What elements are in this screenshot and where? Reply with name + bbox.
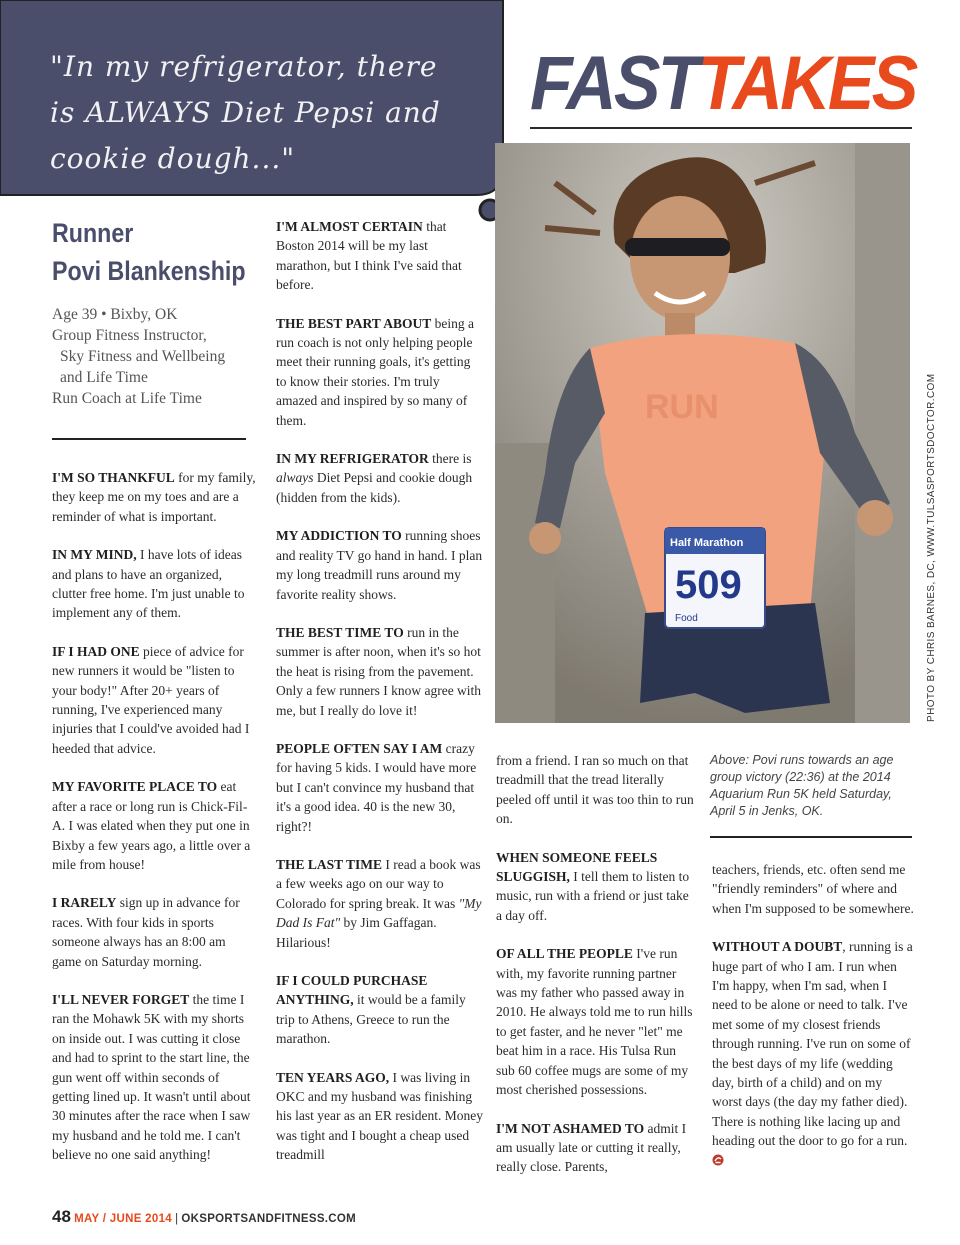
paragraph-text: admit I am usually late or cutting it really, really close. Parents, — [496, 1120, 687, 1175]
profile-rule — [52, 438, 246, 440]
paragraph-lead: I'M ALMOST CERTAIN — [276, 219, 423, 234]
paragraph-lead: OF ALL THE PEOPLE — [496, 946, 633, 962]
paragraph-lead: THE BEST TIME TO — [276, 624, 404, 640]
paragraph-text: run in the summer is after noon, when it's so hot the heat is rising from the pavement. Only a few runners I know agree with me, but I really do love it! — [276, 624, 482, 718]
photo-caption: Above: Povi runs towards an age group victory (22:36) at the 2014 Aquarium Run 5K held Saturday, April 5 in Jenks, OK. — [710, 753, 894, 818]
paragraph-text: I have lots of ideas and plans to have an organized, clutter free home. I'm just unable to implement any of them. — [52, 547, 245, 621]
paragraph — [276, 314, 484, 430]
paragraph-text: I tell them to listen to music, run with a friend or just take a day off. — [496, 869, 690, 923]
paragraph-text: running shoes and reality TV go hand in hand. I plan my long treadmill runs around my favorite reality shows. — [276, 528, 483, 602]
paragraph-text: eat after a race or long run is Chick-Fil-A. I was elated when they put one in Bixby a few years ago, a little over a mile from house! — [52, 779, 251, 872]
paragraph — [52, 777, 258, 874]
photo-credit: PHOTO BY CHRIS BARNES, DC, WWW.TULSASPORTSDOCTOR.COM — [926, 373, 937, 722]
paragraph — [276, 526, 484, 604]
paragraph-lead: IF I COULD PURCHASE ANYTHING, — [276, 973, 428, 1008]
paragraph-text: piece of advice for new runners it would be "listen to your body!" After 20+ years of running, I've experienced many injuries that I could've avoided had I heeded that advice. — [52, 643, 250, 756]
column-2 — [276, 217, 484, 1184]
paragraph — [276, 739, 484, 836]
paragraph-text: being a run coach is not only helping people meet their running goals, it's getting to know their stories. I'm truly amazed and inspired by so many of them. — [276, 315, 474, 428]
paragraph-lead: MY FAVORITE PLACE TO — [52, 779, 218, 795]
paragraph-lead: WITHOUT A DOUBT — [712, 939, 843, 955]
paragraph — [276, 971, 484, 1049]
paragraph — [496, 944, 694, 1099]
job-line: and Life Time — [60, 369, 148, 386]
site-url: OKSPORTSANDFITNESS.COM — [181, 1213, 357, 1225]
paragraph-text: for my family, they keep me on my toes and are a reminder of what is important. — [52, 470, 256, 524]
paragraph-text: Diet Pepsi and cookie dough (hidden from the kids). — [276, 470, 473, 505]
column-4 — [712, 860, 914, 1190]
paragraph-lead: I'LL NEVER FORGET — [52, 991, 190, 1007]
bib-number: 509 — [675, 563, 742, 607]
paragraph-text: , running is a huge part of who I am. I run when I'm happy, when I'm sad, when I need to be alone or need to talk. I've met some of my closest friends through running. I've run on some of the best days of my life (wedding day, birth of a child) and on my worst days (the day my father died). There is nothing like lacing up and heading out the door to go for a run. — [712, 939, 913, 1149]
paragraph — [276, 217, 484, 295]
paragraph-text: by Jim Gaffagan. Hilarious! — [276, 915, 437, 950]
paragraph-text: from a friend. I ran so much on that treadmill that the tread literally peeled off until it was too thin to run on. — [496, 753, 694, 827]
paragraph-text: the time I ran the Mohawk 5K with my shorts on inside out. I was cutting it close and had to sprint to the start line, the gun went off within seconds of getting lined up. It wasn't until about 30 minutes after the race when I saw my husband and he told me. I can't believe no one said anything! — [52, 991, 251, 1163]
column-1 — [52, 468, 258, 1184]
paragraph-lead: I'M SO THANKFUL — [52, 470, 175, 485]
bib-top-text: Half Marathon — [670, 537, 744, 549]
job-line: Sky Fitness and Wellbeing — [60, 348, 226, 365]
profile-info — [52, 304, 225, 409]
paragraph — [496, 848, 694, 926]
bib-food-text: Food — [675, 613, 698, 624]
paragraph-lead: PEOPLE OFTEN SAY I AM — [276, 740, 443, 756]
runner-photo — [495, 143, 910, 723]
quote-line: "In my refrigerator, there — [50, 50, 438, 83]
title-takes: TAKES — [697, 41, 916, 126]
paragraph-text: that Boston 2014 will be my last marathon, but I think I've said that before. — [276, 219, 462, 293]
paragraph-text: it would be a family trip to Athens, Greece to run the marathon. — [276, 992, 466, 1047]
paragraph — [52, 545, 258, 623]
paragraph — [52, 642, 258, 758]
paragraph — [712, 860, 914, 918]
paragraph — [712, 937, 914, 1171]
paragraph-lead: MY ADDICTION TO — [276, 528, 402, 544]
section-title — [530, 42, 916, 126]
paragraph-lead: WHEN SOMEONE FEELS SLUGGISH, — [496, 849, 658, 885]
quote-line: is ALWAYS Diet Pepsi and — [50, 96, 441, 129]
paragraph-text: there is — [428, 451, 472, 467]
paragraph-lead: IF I HAD ONE — [52, 643, 140, 659]
paragraph-lead: IN MY REFRIGERATOR — [276, 451, 429, 467]
paragraph — [52, 468, 258, 526]
paragraph-text: I was living in OKC and my husband was finishing his last year as an ER resident. Money was tight and I bought a cheap used treadmill — [276, 1069, 483, 1163]
paragraph — [496, 1119, 694, 1177]
quote-line: cookie dough..." — [50, 142, 296, 175]
paragraph-emphasis: always — [276, 470, 314, 486]
issue-date: MAY / JUNE 2014 — [74, 1213, 172, 1225]
paragraph-lead: IN MY MIND, — [52, 547, 137, 563]
age-location: Age 39 • Bixby, OK — [52, 306, 178, 323]
pull-quote — [50, 44, 490, 182]
paragraph — [276, 449, 484, 507]
paragraph-lead: I'M NOT ASHAMED TO — [496, 1120, 645, 1136]
title-fast: FAST — [530, 41, 698, 126]
paragraph — [276, 855, 484, 952]
paragraph — [276, 1068, 484, 1165]
profile-title: Runner — [52, 218, 134, 248]
paragraph-lead: THE BEST PART ABOUT — [276, 315, 432, 331]
profile-name: Povi Blankenship — [52, 256, 246, 286]
paragraph-emphasis: "My Dad Is Fat" — [276, 895, 482, 931]
caption-rule — [710, 836, 912, 838]
paragraph — [52, 990, 258, 1165]
paragraph-text: I read a book was a few weeks ago on our way to Colorado for spring break. It was — [276, 856, 481, 911]
paragraph-lead: I RARELY — [52, 895, 117, 911]
paragraph — [52, 893, 258, 971]
title-rule — [530, 127, 912, 129]
paragraph-lead: TEN YEARS AGO, — [276, 1069, 390, 1085]
page-footer — [52, 1207, 356, 1227]
paragraph-text: crazy for having 5 kids. I would have more but I can't convince my husband that it's a good idea. 40 is the new 30, right?! — [276, 740, 477, 834]
paragraph-lead: THE LAST TIME — [276, 856, 383, 872]
page-number: 48 — [52, 1207, 71, 1226]
column-3 — [496, 751, 694, 1196]
paragraph-text: teachers, friends, etc. often send me "friendly reminders" of where and when I'm supposed to be somewhere. — [712, 862, 914, 916]
profile-heading — [52, 214, 246, 290]
job-line: Run Coach at Life Time — [52, 390, 202, 407]
shirt-text: RUN — [645, 388, 719, 426]
paragraph-text: sign up in advance for races. With four kids in sports someone always has an 8:00 am game on Saturday morning. — [52, 895, 240, 969]
end-logo-icon — [712, 1152, 724, 1171]
footer-separator: | — [175, 1213, 179, 1225]
paragraph — [276, 623, 484, 720]
job-line: Group Fitness Instructor, — [52, 327, 207, 344]
paragraph-text: I've run with, my favorite running partner was my father who passed away in 2010. He always told me to run hills to get faster, and he never "let" me beat him in a race. His Tulsa Run sub 60 coffee mugs are some of my most cherished possessions. — [496, 946, 693, 1098]
paragraph — [496, 751, 694, 829]
